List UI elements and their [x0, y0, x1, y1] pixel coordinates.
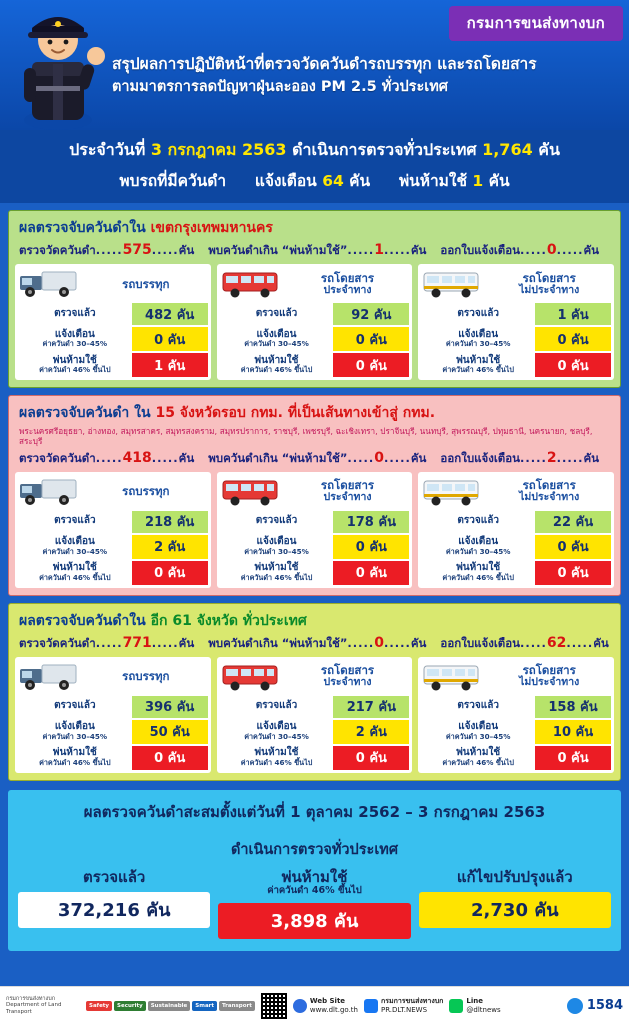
- stat-3-value: 62: [546, 634, 567, 651]
- card-type-main: รถบรรทุก: [122, 484, 170, 499]
- card-type-sub: ไม่ประจำทาง: [519, 283, 580, 296]
- row-label-text: พ่นห้ามใช้: [456, 562, 501, 574]
- dlt-logo: [6, 996, 80, 1015]
- summary-col-value: 3,898 คัน: [218, 903, 410, 939]
- date-band: [0, 130, 629, 203]
- stat-1-value: 575: [122, 242, 152, 258]
- row-value: 0 คัน: [333, 561, 409, 585]
- row-value: 92 คัน: [333, 303, 409, 325]
- row-label-sub: ค่าควันดำ 46% ขึ้นไป: [442, 572, 514, 582]
- card-type: [84, 278, 208, 291]
- row-warn: [220, 535, 410, 559]
- row-value: 0 คัน: [333, 746, 409, 770]
- row-label: [421, 353, 535, 377]
- truck-icon: [18, 476, 80, 508]
- row-label: [18, 561, 132, 585]
- qr-code-icon: [261, 993, 287, 1019]
- row-label: [18, 511, 132, 533]
- facebook-label: กรมการขนส่งทางบก: [380, 997, 444, 1006]
- section-title: [15, 609, 614, 634]
- stat-3-unit: คัน: [583, 450, 600, 465]
- row-label-sub: ค่าควันดำ 30–45%: [244, 546, 309, 556]
- section-cards: [15, 472, 614, 588]
- card-truck: [15, 264, 211, 380]
- row-label: [220, 535, 334, 559]
- row-value: 0 คัน: [333, 353, 409, 377]
- agency-badge: กรมการขนส่งทางบก: [449, 6, 623, 41]
- row-value: 0 คัน: [333, 327, 409, 351]
- row-label-sub: ค่าควันดำ 30–45%: [445, 339, 511, 349]
- bus-white-icon: [421, 661, 483, 693]
- row-label: [18, 720, 132, 744]
- dlt-logo-text: กรมการขนส่งทางบก Department of Land Transport: [6, 996, 62, 1015]
- card-bus-scheduled: [217, 657, 413, 773]
- row-checked: [18, 303, 208, 325]
- row-warn: [220, 327, 410, 351]
- row-value: 0 คัน: [535, 327, 611, 351]
- card-bus-scheduled: [217, 472, 413, 588]
- row-label-text: ตรวจแล้ว: [255, 700, 298, 712]
- stat-1-value: 771: [122, 634, 152, 651]
- stat-2-label: พบควันดำเกิน “พ่นห้ามใช้”: [208, 243, 348, 257]
- row-ban: [421, 746, 611, 770]
- stat-2-value: 0: [374, 634, 384, 651]
- row-value: 2 คัน: [333, 720, 409, 744]
- tag-safety: Safety: [86, 1001, 112, 1011]
- section-title: [15, 401, 614, 426]
- stat-2-value: 0: [374, 449, 384, 466]
- row-value: 0 คัน: [535, 353, 611, 377]
- row-value: 22 คัน: [535, 511, 611, 533]
- card-bus-nonscheduled: [418, 472, 614, 588]
- row-label: [18, 327, 132, 351]
- stat-1-label: ตรวจวัดควันดำ: [19, 450, 96, 465]
- row-label-sub: ค่าควันดำ 46% ขึ้นไป: [39, 572, 111, 582]
- row-value: 1 คัน: [535, 303, 611, 325]
- row-ban: [18, 746, 208, 770]
- row-label: [220, 353, 334, 377]
- stat-3-label: ออกใบแจ้งเตือน: [440, 635, 521, 650]
- row-label: [220, 511, 334, 533]
- section-province-list: พระนครศรีอยุธยา, อ่างทอง, สมุทรสาคร, สมุทรสงคราม, สมุทรปราการ, ราชบุรี, เพชรบุรี, ฉะเชิงเทรา, ปราจีนบุรี, นนทบุรี, สุพรรณบุรี, ปทุมธานี, นครนายก, ชลบุรี, สระบุรี: [19, 426, 593, 447]
- row-label-text: ตรวจแล้ว: [457, 307, 499, 319]
- ban-unit: คัน: [488, 172, 510, 190]
- section-title: [15, 216, 614, 241]
- row-label: [421, 511, 535, 533]
- row-ban: [220, 561, 410, 585]
- row-label-text: แจ้งเตือน: [54, 536, 95, 548]
- summary-col-value: 372,216 คัน: [18, 892, 210, 928]
- section-title-b: 15 จังหวัดรอบ กทม. ที่เป็นเส้นทางเข้าสู่ กทม.: [155, 405, 436, 421]
- row-checked: [421, 303, 611, 325]
- row-warn: [18, 535, 208, 559]
- row-label-text: พ่นห้ามใช้: [52, 747, 97, 759]
- row-label-text: พ่นห้ามใช้: [52, 562, 97, 574]
- row-label-sub: ค่าควันดำ 46% ขึ้นไป: [240, 365, 313, 375]
- card-type-main: รถโดยสาร: [522, 270, 576, 285]
- card-type: [84, 670, 208, 683]
- footer-tags: [86, 1001, 255, 1011]
- hotline[interactable]: [567, 998, 623, 1014]
- row-value: 10 คัน: [535, 720, 611, 744]
- total-checked-value: 1,764: [482, 140, 533, 159]
- stat-3-value: 0: [546, 242, 557, 258]
- title-line-1: สรุปผลการปฏิบัติหน้าที่ตรวจวัดควันดำรถบรรทุก และรถโดยสาร: [112, 55, 537, 73]
- row-value: 0 คัน: [535, 535, 611, 559]
- row-label-text: ตรวจแล้ว: [255, 515, 298, 527]
- stat-2-unit: คัน: [410, 635, 427, 650]
- row-value: 396 คัน: [132, 696, 208, 718]
- card-type-sub: ประจำทาง: [323, 676, 372, 689]
- phone-icon: [567, 998, 583, 1014]
- section-title-a: ผลตรวจจับควันดำใน: [19, 612, 146, 629]
- row-warn: [421, 327, 611, 351]
- card-header: [421, 267, 611, 301]
- row-label-text: แจ้งเตือน: [256, 536, 297, 548]
- stat-2-unit: คัน: [410, 450, 427, 465]
- warn-value: 64: [322, 172, 344, 190]
- row-value: 0 คัน: [132, 746, 208, 770]
- row-label: [18, 353, 132, 377]
- section-title-b: อีก 61 จังหวัด ทั่วประเทศ: [150, 612, 307, 629]
- truck-icon: [18, 661, 80, 693]
- stat-2-unit: คัน: [410, 243, 427, 257]
- row-warn: [220, 720, 410, 744]
- card-type-sub: ประจำทาง: [323, 491, 372, 504]
- row-label: [18, 303, 132, 325]
- row-label-text: พ่นห้ามใช้: [456, 747, 501, 759]
- stat-1-label: ตรวจวัดควันดำ: [19, 635, 96, 650]
- row-label: [421, 327, 535, 351]
- bus-white-icon: [421, 268, 483, 300]
- stat-1-unit: คัน: [178, 243, 195, 257]
- row-label: [220, 303, 334, 325]
- row-label-text: แจ้งเตือน: [458, 721, 499, 733]
- row-label-text: แจ้งเตือน: [458, 536, 499, 548]
- card-truck: [15, 657, 211, 773]
- date-prefix: ประจำวันที่: [69, 140, 146, 159]
- cumulative-summary: [8, 790, 621, 951]
- row-label-text: ตรวจแล้ว: [457, 700, 499, 712]
- row-label-text: ตรวจแล้ว: [457, 515, 499, 527]
- row-label: [220, 746, 334, 770]
- card-bus-nonscheduled: [418, 264, 614, 380]
- section-title-a: ผลตรวจจับควันดำ ใน: [19, 405, 151, 421]
- website-url: www.dlt.go.th: [309, 1005, 358, 1014]
- total-checked-unit: คัน: [538, 140, 560, 159]
- row-checked: [18, 511, 208, 533]
- summary-col-head: [18, 869, 210, 886]
- row-label: [421, 746, 535, 770]
- row-label-sub: ค่าควันดำ 46% ขึ้นไป: [39, 365, 111, 375]
- summary-col-fixed: [419, 869, 611, 939]
- row-ban: [220, 353, 410, 377]
- row-label: [421, 561, 535, 585]
- bus-red-icon: [220, 476, 282, 508]
- tag-smart: Smart: [192, 1001, 217, 1011]
- row-label-sub: ค่าควันดำ 46% ขึ้นไป: [442, 365, 514, 375]
- report-date: 3 กรกฎาคม 2563: [150, 140, 287, 159]
- row-ban: [18, 561, 208, 585]
- card-bus-scheduled: [217, 264, 413, 380]
- row-value: 158 คัน: [535, 696, 611, 718]
- row-label: [421, 303, 535, 325]
- row-label-text: ตรวจแล้ว: [54, 307, 96, 319]
- stat-3-label: ออกใบแจ้งเตือน: [440, 243, 521, 257]
- row-checked: [421, 511, 611, 533]
- row-label-text: แจ้งเตือน: [256, 328, 297, 340]
- twitter-handle: @dltnews: [466, 1005, 501, 1014]
- card-type: [286, 272, 410, 296]
- summary-col-head-text: พ่นห้ามใช้: [281, 867, 348, 886]
- bus-white-icon: [421, 476, 483, 508]
- card-header: [421, 660, 611, 694]
- header: [0, 0, 629, 130]
- row-label-text: ตรวจแล้ว: [54, 515, 96, 527]
- globe-icon: [293, 999, 307, 1013]
- card-bus-nonscheduled: [418, 657, 614, 773]
- stat-2-label: พบควันดำเกิน “พ่นห้ามใช้”: [208, 450, 348, 465]
- summary-col-head-sub: ค่าควันดำ 46% ขึ้นไป: [267, 884, 362, 896]
- row-value: 0 คัน: [132, 561, 208, 585]
- section-title-a: ผลตรวจจับควันดำใน: [19, 220, 146, 236]
- row-label-text: พ่นห้ามใช้: [254, 747, 299, 759]
- card-header: [220, 267, 410, 301]
- card-type-main: รถโดยสาร: [522, 663, 576, 678]
- row-label-sub: ค่าควันดำ 30–45%: [244, 339, 309, 349]
- row-checked: [220, 303, 410, 325]
- card-header: [18, 660, 208, 694]
- row-checked: [220, 696, 410, 718]
- card-type-main: รถโดยสาร: [320, 270, 375, 285]
- footer: [0, 986, 629, 1024]
- ban-label: พ่นห้ามใช้: [398, 172, 467, 190]
- card-type-sub: ไม่ประจำทาง: [519, 676, 580, 689]
- row-label-sub: ค่าควันดำ 46% ขึ้นไป: [240, 757, 313, 767]
- row-label: [18, 535, 132, 559]
- card-truck: [15, 472, 211, 588]
- row-label-text: ตรวจแล้ว: [54, 700, 96, 712]
- summary-col-head-text: ตรวจแล้ว: [83, 867, 146, 886]
- row-label-text: พ่นห้ามใช้: [254, 354, 299, 366]
- summary-subtitle: ดำเนินการตรวจทั่วประเทศ: [230, 841, 399, 858]
- row-label: [421, 696, 535, 718]
- section-title-b: เขตกรุงเทพมหานคร: [150, 220, 273, 236]
- row-label: [421, 720, 535, 744]
- bus-red-icon: [220, 661, 282, 693]
- summary-col-banned: [218, 869, 410, 939]
- card-type: [84, 485, 208, 498]
- row-label-text: แจ้งเตือน: [54, 721, 95, 733]
- row-warn: [18, 720, 208, 744]
- website-link[interactable]: [293, 997, 358, 1013]
- row-label: [18, 696, 132, 718]
- stat-1-unit: คัน: [178, 635, 195, 650]
- card-type: [286, 664, 410, 688]
- card-type: [487, 664, 611, 688]
- row-value: 482 คัน: [132, 303, 208, 325]
- row-label-text: แจ้งเตือน: [54, 328, 95, 340]
- page-title: [112, 52, 621, 98]
- row-checked: [220, 511, 410, 533]
- row-checked: [18, 696, 208, 718]
- row-checked: [421, 696, 611, 718]
- card-type-main: รถโดยสาร: [320, 663, 375, 678]
- summary-col-value: 2,730 คัน: [419, 892, 611, 928]
- stat-3-unit: คัน: [593, 635, 609, 650]
- row-warn: [421, 535, 611, 559]
- card-type-main: รถโดยสาร: [522, 478, 576, 493]
- card-header: [18, 267, 208, 301]
- summary-col-checked: [18, 869, 210, 939]
- row-value: 0 คัน: [132, 327, 208, 351]
- facebook-handle: PR.DLT.NEWS: [380, 1005, 428, 1014]
- stat-1-value: 418: [122, 449, 152, 466]
- row-value: 0 คัน: [333, 535, 409, 559]
- title-line-2: ตามมาตรการลดปัญหาฝุ่นละออง PM 2.5 ทั่วประเทศ: [112, 79, 448, 96]
- card-type: [286, 479, 410, 503]
- row-label-sub: ค่าควันดำ 30–45%: [42, 731, 108, 741]
- found-line: [0, 168, 629, 193]
- card-type: [487, 272, 611, 296]
- summary-columns: [14, 869, 615, 939]
- stat-3-label: ออกใบแจ้งเตือน: [440, 450, 521, 465]
- row-label-text: พ่นห้ามใช้: [52, 354, 97, 366]
- stat-3-unit: คัน: [583, 243, 600, 257]
- summary-col-head: [218, 869, 410, 897]
- row-label-sub: ค่าควันดำ 30–45%: [244, 731, 309, 741]
- stat-2-value: 1: [374, 242, 384, 258]
- row-label: [220, 696, 334, 718]
- row-label: [220, 327, 334, 351]
- row-value: 178 คัน: [333, 511, 409, 533]
- card-header: [220, 660, 410, 694]
- card-type-main: รถบรรทุก: [122, 669, 170, 684]
- row-label-sub: ค่าควันดำ 46% ขึ้นไป: [39, 757, 111, 767]
- row-ban: [421, 561, 611, 585]
- summary-col-head: [419, 869, 611, 886]
- section-15-provinces: [8, 395, 621, 596]
- row-label-text: ตรวจแล้ว: [255, 307, 298, 319]
- officer-mascot-icon: [4, 2, 112, 130]
- card-header: [421, 475, 611, 509]
- stat-3-value: 2: [546, 449, 557, 466]
- line-label: Line: [466, 997, 484, 1006]
- card-header: [220, 475, 410, 509]
- section-cards: [15, 264, 614, 380]
- row-value: 2 คัน: [132, 535, 208, 559]
- section-61-provinces: [8, 603, 621, 781]
- row-label: [18, 746, 132, 770]
- row-label-sub: ค่าควันดำ 46% ขึ้นไป: [240, 572, 313, 582]
- row-warn: [18, 327, 208, 351]
- truck-icon: [18, 268, 80, 300]
- row-value: 50 คัน: [132, 720, 208, 744]
- stat-1-label: ตรวจวัดควันดำ: [19, 243, 96, 257]
- bus-red-icon: [220, 268, 282, 300]
- row-label-sub: ค่าควันดำ 30–45%: [42, 339, 108, 349]
- row-warn: [421, 720, 611, 744]
- facebook-icon: [364, 999, 378, 1013]
- stat-1-unit: คัน: [178, 450, 195, 465]
- ban-value: 1: [472, 172, 484, 190]
- row-label-text: พ่นห้ามใช้: [456, 354, 501, 366]
- tag-sustainable: Sustainable: [148, 1001, 191, 1011]
- card-type-sub: ประจำทาง: [323, 283, 372, 296]
- section-stats: ตรวจวัดควันดำ.....418.....คัน พบควันดำเกิน “พ่นห้ามใช้”.....0.....คัน ออกใบแจ้งเตือน.....2.....คัน: [19, 449, 600, 466]
- summary-title: ผลตรวจควันดำสะสมตั้งแต่วันที่ 1 ตุลาคม 2562 – 3 กรกฎาคม 2563: [83, 802, 546, 821]
- hotline-number: 1584: [586, 998, 623, 1013]
- section-stats: ตรวจวัดควันดำ.....771.....คัน พบควันดำเกิน “พ่นห้ามใช้”.....0.....คัน ออกใบแจ้งเตือน.....62.....คัน: [19, 634, 609, 651]
- row-ban: [18, 353, 208, 377]
- row-label: [220, 720, 334, 744]
- row-label-sub: ค่าควันดำ 30–45%: [445, 546, 511, 556]
- row-label-text: แจ้งเตือน: [256, 721, 297, 733]
- date-mid-text: ดำเนินการตรวจทั่วประเทศ: [292, 140, 477, 159]
- row-value: 217 คัน: [333, 696, 409, 718]
- facebook-link[interactable]: [364, 997, 443, 1013]
- row-value: 1 คัน: [132, 353, 208, 377]
- warn-label: แจ้งเตือน: [254, 172, 317, 190]
- row-value: 218 คัน: [132, 511, 208, 533]
- tag-security: Security: [114, 1001, 146, 1011]
- found-label: พบรถที่มีควันดำ: [119, 172, 227, 190]
- line-icon: [449, 999, 463, 1013]
- row-label-text: แจ้งเตือน: [458, 328, 499, 340]
- website-label: Web Site: [309, 997, 346, 1006]
- row-ban: [220, 746, 410, 770]
- row-label-sub: ค่าควันดำ 46% ขึ้นไป: [442, 757, 514, 767]
- warn-unit: คัน: [349, 172, 371, 190]
- row-value: 0 คัน: [535, 561, 611, 585]
- summary-col-head-text: แก้ไขปรับปรุงแล้ว: [456, 867, 573, 886]
- row-label-sub: ค่าควันดำ 30–45%: [445, 731, 511, 741]
- row-value: 0 คัน: [535, 746, 611, 770]
- section-bangkok: [8, 210, 621, 388]
- line-link[interactable]: [449, 997, 500, 1013]
- section-cards: [15, 657, 614, 773]
- card-type-main: รถบรรทุก: [122, 276, 170, 291]
- row-label-sub: ค่าควันดำ 30–45%: [42, 546, 108, 556]
- card-type-sub: ไม่ประจำทาง: [519, 491, 580, 504]
- section-stats: ตรวจวัดควันดำ.....575.....คัน พบควันดำเกิน “พ่นห้ามใช้”.....1.....คัน ออกใบแจ้งเตือน.....0.....คัน: [19, 242, 600, 258]
- card-type-main: รถโดยสาร: [320, 478, 375, 493]
- row-label: [421, 535, 535, 559]
- row-label-text: พ่นห้ามใช้: [254, 562, 299, 574]
- card-type: [487, 479, 611, 503]
- tag-transport: Transport: [219, 1001, 255, 1011]
- date-line: [0, 138, 629, 163]
- stat-2-label: พบควันดำเกิน “พ่นห้ามใช้”: [208, 635, 348, 650]
- card-header: [18, 475, 208, 509]
- row-ban: [421, 353, 611, 377]
- row-label: [220, 561, 334, 585]
